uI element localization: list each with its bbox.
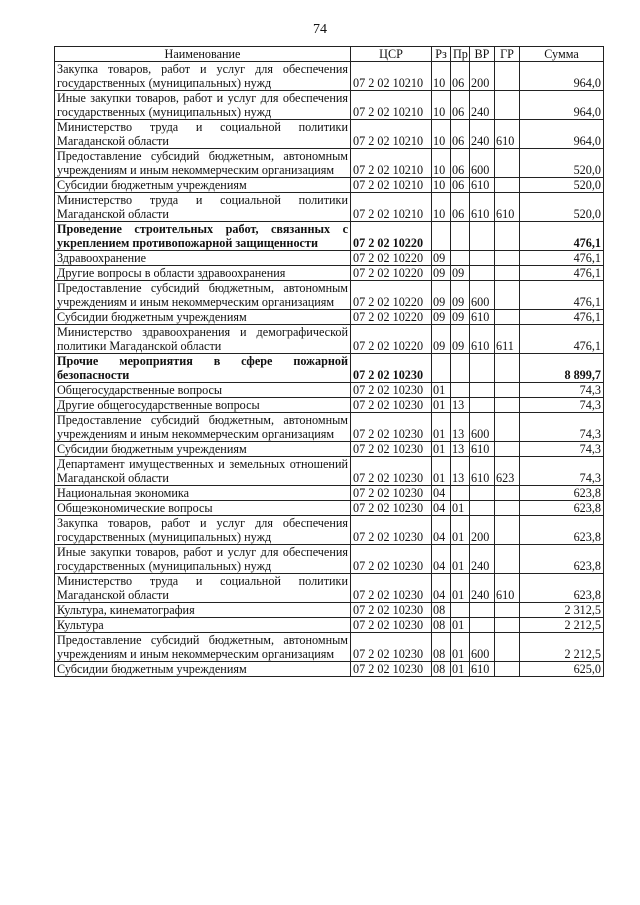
row-pr: 09 bbox=[451, 310, 470, 325]
row-rz: 08 bbox=[432, 662, 451, 677]
row-vr: 600 bbox=[470, 413, 495, 442]
row-vr bbox=[470, 383, 495, 398]
row-sum: 476,1 bbox=[520, 310, 604, 325]
row-vr bbox=[470, 251, 495, 266]
row-gr bbox=[495, 222, 520, 251]
row-gr: 610 bbox=[495, 120, 520, 149]
row-rz: 04 bbox=[432, 574, 451, 603]
row-name: Предоставление субсидий бюджетным, автономным учреждениям и иным некоммерческим организациям bbox=[55, 633, 351, 662]
row-vr: 240 bbox=[470, 574, 495, 603]
row-vr bbox=[470, 354, 495, 383]
row-gr: 623 bbox=[495, 457, 520, 486]
row-pr: 06 bbox=[451, 62, 470, 91]
row-pr: 01 bbox=[451, 501, 470, 516]
row-name: Предоставление субсидий бюджетным, автономным учреждениям и иным некоммерческим организациям bbox=[55, 281, 351, 310]
row-gr bbox=[495, 383, 520, 398]
row-rz: 10 bbox=[432, 91, 451, 120]
row-name: Другие общегосударственные вопросы bbox=[55, 398, 351, 413]
row-gr bbox=[495, 149, 520, 178]
header-gr: ГР bbox=[495, 47, 520, 62]
row-rz: 04 bbox=[432, 501, 451, 516]
row-sum: 2 212,5 bbox=[520, 618, 604, 633]
row-gr bbox=[495, 178, 520, 193]
row-sum: 520,0 bbox=[520, 193, 604, 222]
row-csr: 07 2 02 10210 bbox=[351, 178, 432, 193]
row-name: Министерство труда и социальной политики Магаданской области bbox=[55, 120, 351, 149]
row-sum: 625,0 bbox=[520, 662, 604, 677]
table-row bbox=[55, 310, 604, 325]
row-csr: 07 2 02 10220 bbox=[351, 222, 432, 251]
row-gr bbox=[495, 266, 520, 281]
row-gr: 611 bbox=[495, 325, 520, 354]
row-vr: 610 bbox=[470, 662, 495, 677]
row-rz: 09 bbox=[432, 251, 451, 266]
row-name: Субсидии бюджетным учреждениям bbox=[55, 310, 351, 325]
row-vr: 600 bbox=[470, 149, 495, 178]
row-gr: 610 bbox=[495, 193, 520, 222]
row-name: Субсидии бюджетным учреждениям bbox=[55, 662, 351, 677]
row-gr bbox=[495, 442, 520, 457]
row-vr bbox=[470, 501, 495, 516]
row-name: Общегосударственные вопросы bbox=[55, 383, 351, 398]
table-row bbox=[55, 281, 604, 310]
row-csr: 07 2 02 10230 bbox=[351, 545, 432, 574]
row-vr bbox=[470, 398, 495, 413]
row-csr: 07 2 02 10210 bbox=[351, 120, 432, 149]
row-sum: 623,8 bbox=[520, 545, 604, 574]
row-name: Закупка товаров, работ и услуг для обеспечения государственных (муниципальных) нужд bbox=[55, 516, 351, 545]
row-name: Департамент имущественных и земельных отношений Магаданской области bbox=[55, 457, 351, 486]
row-name: Проведение строительных работ, связанных с укреплением противопожарной защищенности bbox=[55, 222, 351, 251]
header-rz: Рз bbox=[432, 47, 451, 62]
table-row bbox=[55, 398, 604, 413]
row-gr bbox=[495, 618, 520, 633]
row-csr: 07 2 02 10210 bbox=[351, 91, 432, 120]
row-pr: 09 bbox=[451, 266, 470, 281]
row-gr bbox=[495, 413, 520, 442]
row-csr: 07 2 02 10230 bbox=[351, 383, 432, 398]
table-row bbox=[55, 383, 604, 398]
row-pr bbox=[451, 222, 470, 251]
row-sum: 8 899,7 bbox=[520, 354, 604, 383]
row-gr bbox=[495, 486, 520, 501]
row-name: Субсидии бюджетным учреждениям bbox=[55, 178, 351, 193]
row-name: Иные закупки товаров, работ и услуг для обеспечения государственных (муниципальных) нужд bbox=[55, 91, 351, 120]
row-pr: 06 bbox=[451, 91, 470, 120]
row-pr: 01 bbox=[451, 633, 470, 662]
row-pr: 06 bbox=[451, 193, 470, 222]
row-name: Прочие мероприятия в сфере пожарной безопасности bbox=[55, 354, 351, 383]
row-vr: 600 bbox=[470, 633, 495, 662]
row-gr bbox=[495, 501, 520, 516]
row-pr: 13 bbox=[451, 413, 470, 442]
row-sum: 476,1 bbox=[520, 266, 604, 281]
row-name: Министерство труда и социальной политики Магаданской области bbox=[55, 193, 351, 222]
row-pr: 01 bbox=[451, 516, 470, 545]
row-pr: 01 bbox=[451, 618, 470, 633]
table-row bbox=[55, 91, 604, 120]
row-name: Субсидии бюджетным учреждениям bbox=[55, 442, 351, 457]
row-rz: 04 bbox=[432, 545, 451, 574]
row-sum: 74,3 bbox=[520, 413, 604, 442]
row-csr: 07 2 02 10220 bbox=[351, 251, 432, 266]
row-name: Министерство труда и социальной политики Магаданской области bbox=[55, 574, 351, 603]
row-rz: 01 bbox=[432, 442, 451, 457]
row-pr: 06 bbox=[451, 178, 470, 193]
row-sum: 623,8 bbox=[520, 486, 604, 501]
row-name: Предоставление субсидий бюджетным, автономным учреждениям и иным некоммерческим организациям bbox=[55, 149, 351, 178]
table-row bbox=[55, 545, 604, 574]
table-row bbox=[55, 178, 604, 193]
row-sum: 476,1 bbox=[520, 251, 604, 266]
row-sum: 520,0 bbox=[520, 149, 604, 178]
row-pr: 13 bbox=[451, 398, 470, 413]
row-vr: 610 bbox=[470, 457, 495, 486]
row-name: Национальная экономика bbox=[55, 486, 351, 501]
header-vr: ВР bbox=[470, 47, 495, 62]
table-row bbox=[55, 516, 604, 545]
table-row bbox=[55, 501, 604, 516]
row-pr: 09 bbox=[451, 325, 470, 354]
row-csr: 07 2 02 10230 bbox=[351, 603, 432, 618]
row-sum: 476,1 bbox=[520, 222, 604, 251]
row-rz: 09 bbox=[432, 325, 451, 354]
row-sum: 964,0 bbox=[520, 120, 604, 149]
header-sum: Сумма bbox=[520, 47, 604, 62]
row-name: Министерство здравоохранения и демографической политики Магаданской области bbox=[55, 325, 351, 354]
row-sum: 623,8 bbox=[520, 501, 604, 516]
row-gr bbox=[495, 516, 520, 545]
row-name: Общеэкономические вопросы bbox=[55, 501, 351, 516]
row-pr: 06 bbox=[451, 149, 470, 178]
row-vr: 610 bbox=[470, 193, 495, 222]
table-row bbox=[55, 149, 604, 178]
row-sum: 520,0 bbox=[520, 178, 604, 193]
row-name: Предоставление субсидий бюджетным, автономным учреждениям и иным некоммерческим организациям bbox=[55, 413, 351, 442]
table-row bbox=[55, 266, 604, 281]
row-name: Закупка товаров, работ и услуг для обеспечения государственных (муниципальных) нужд bbox=[55, 62, 351, 91]
table-row bbox=[55, 413, 604, 442]
row-csr: 07 2 02 10210 bbox=[351, 149, 432, 178]
row-gr bbox=[495, 354, 520, 383]
row-name: Здравоохранение bbox=[55, 251, 351, 266]
row-csr: 07 2 02 10230 bbox=[351, 442, 432, 457]
row-csr: 07 2 02 10230 bbox=[351, 413, 432, 442]
table-header-row bbox=[55, 47, 604, 62]
row-csr: 07 2 02 10220 bbox=[351, 266, 432, 281]
row-gr bbox=[495, 662, 520, 677]
row-rz: 01 bbox=[432, 413, 451, 442]
row-gr bbox=[495, 603, 520, 618]
row-rz: 04 bbox=[432, 516, 451, 545]
table-row bbox=[55, 251, 604, 266]
row-sum: 74,3 bbox=[520, 383, 604, 398]
table-row bbox=[55, 603, 604, 618]
header-name: Наименование bbox=[55, 47, 351, 62]
row-vr: 610 bbox=[470, 310, 495, 325]
row-rz bbox=[432, 354, 451, 383]
row-gr bbox=[495, 281, 520, 310]
row-pr: 06 bbox=[451, 120, 470, 149]
row-pr: 13 bbox=[451, 457, 470, 486]
table-row bbox=[55, 222, 604, 251]
row-sum: 2 212,5 bbox=[520, 633, 604, 662]
row-csr: 07 2 02 10230 bbox=[351, 398, 432, 413]
row-csr: 07 2 02 10230 bbox=[351, 457, 432, 486]
row-csr: 07 2 02 10230 bbox=[351, 501, 432, 516]
page-number: 74 bbox=[313, 22, 327, 37]
row-rz bbox=[432, 222, 451, 251]
row-rz: 08 bbox=[432, 618, 451, 633]
row-csr: 07 2 02 10230 bbox=[351, 618, 432, 633]
row-csr: 07 2 02 10220 bbox=[351, 310, 432, 325]
row-vr: 240 bbox=[470, 545, 495, 574]
table-row bbox=[55, 662, 604, 677]
row-vr: 240 bbox=[470, 120, 495, 149]
row-vr: 610 bbox=[470, 325, 495, 354]
row-gr bbox=[495, 91, 520, 120]
row-vr bbox=[470, 603, 495, 618]
table-row bbox=[55, 193, 604, 222]
header-pr: Пр bbox=[451, 47, 470, 62]
table-row bbox=[55, 354, 604, 383]
row-vr: 600 bbox=[470, 281, 495, 310]
row-sum: 964,0 bbox=[520, 91, 604, 120]
row-csr: 07 2 02 10210 bbox=[351, 62, 432, 91]
row-pr bbox=[451, 603, 470, 618]
row-csr: 07 2 02 10230 bbox=[351, 354, 432, 383]
row-csr: 07 2 02 10220 bbox=[351, 325, 432, 354]
row-sum: 2 312,5 bbox=[520, 603, 604, 618]
row-rz: 01 bbox=[432, 457, 451, 486]
row-vr: 200 bbox=[470, 516, 495, 545]
row-gr bbox=[495, 545, 520, 574]
row-rz: 09 bbox=[432, 266, 451, 281]
row-sum: 964,0 bbox=[520, 62, 604, 91]
table-row bbox=[55, 325, 604, 354]
row-sum: 476,1 bbox=[520, 281, 604, 310]
row-csr: 07 2 02 10230 bbox=[351, 662, 432, 677]
table-row bbox=[55, 442, 604, 457]
row-gr bbox=[495, 62, 520, 91]
row-rz: 08 bbox=[432, 633, 451, 662]
row-rz: 01 bbox=[432, 383, 451, 398]
row-pr: 13 bbox=[451, 442, 470, 457]
table-row bbox=[55, 62, 604, 91]
row-rz: 09 bbox=[432, 310, 451, 325]
row-pr: 01 bbox=[451, 574, 470, 603]
row-csr: 07 2 02 10210 bbox=[351, 193, 432, 222]
budget-table bbox=[54, 46, 604, 677]
table-row bbox=[55, 633, 604, 662]
row-pr: 09 bbox=[451, 281, 470, 310]
header-csr: ЦСР bbox=[351, 47, 432, 62]
row-pr bbox=[451, 486, 470, 501]
row-gr: 610 bbox=[495, 574, 520, 603]
row-rz: 01 bbox=[432, 398, 451, 413]
row-sum: 74,3 bbox=[520, 457, 604, 486]
row-csr: 07 2 02 10220 bbox=[351, 281, 432, 310]
row-rz: 10 bbox=[432, 120, 451, 149]
row-vr: 200 bbox=[470, 62, 495, 91]
row-vr bbox=[470, 266, 495, 281]
row-rz: 10 bbox=[432, 62, 451, 91]
row-name: Другие вопросы в области здравоохранения bbox=[55, 266, 351, 281]
row-gr bbox=[495, 251, 520, 266]
row-sum: 476,1 bbox=[520, 325, 604, 354]
row-name: Культура bbox=[55, 618, 351, 633]
row-rz: 10 bbox=[432, 178, 451, 193]
row-pr bbox=[451, 251, 470, 266]
row-vr: 240 bbox=[470, 91, 495, 120]
row-name: Культура, кинематография bbox=[55, 603, 351, 618]
row-rz: 10 bbox=[432, 193, 451, 222]
table-row bbox=[55, 618, 604, 633]
table-row bbox=[55, 486, 604, 501]
row-name: Иные закупки товаров, работ и услуг для обеспечения государственных (муниципальных) нужд bbox=[55, 545, 351, 574]
row-sum: 623,8 bbox=[520, 516, 604, 545]
row-sum: 74,3 bbox=[520, 442, 604, 457]
row-vr bbox=[470, 486, 495, 501]
row-pr: 01 bbox=[451, 545, 470, 574]
row-rz: 08 bbox=[432, 603, 451, 618]
row-sum: 623,8 bbox=[520, 574, 604, 603]
table-row bbox=[55, 120, 604, 149]
row-rz: 10 bbox=[432, 149, 451, 178]
row-gr bbox=[495, 398, 520, 413]
row-gr bbox=[495, 310, 520, 325]
row-vr bbox=[470, 222, 495, 251]
row-rz: 04 bbox=[432, 486, 451, 501]
row-vr bbox=[470, 618, 495, 633]
row-csr: 07 2 02 10230 bbox=[351, 633, 432, 662]
table-row bbox=[55, 574, 604, 603]
row-csr: 07 2 02 10230 bbox=[351, 574, 432, 603]
table-row bbox=[55, 457, 604, 486]
row-vr: 610 bbox=[470, 442, 495, 457]
row-rz: 09 bbox=[432, 281, 451, 310]
row-pr bbox=[451, 354, 470, 383]
row-pr bbox=[451, 383, 470, 398]
row-vr: 610 bbox=[470, 178, 495, 193]
row-csr: 07 2 02 10230 bbox=[351, 516, 432, 545]
row-gr bbox=[495, 633, 520, 662]
row-pr: 01 bbox=[451, 662, 470, 677]
row-sum: 74,3 bbox=[520, 398, 604, 413]
row-csr: 07 2 02 10230 bbox=[351, 486, 432, 501]
